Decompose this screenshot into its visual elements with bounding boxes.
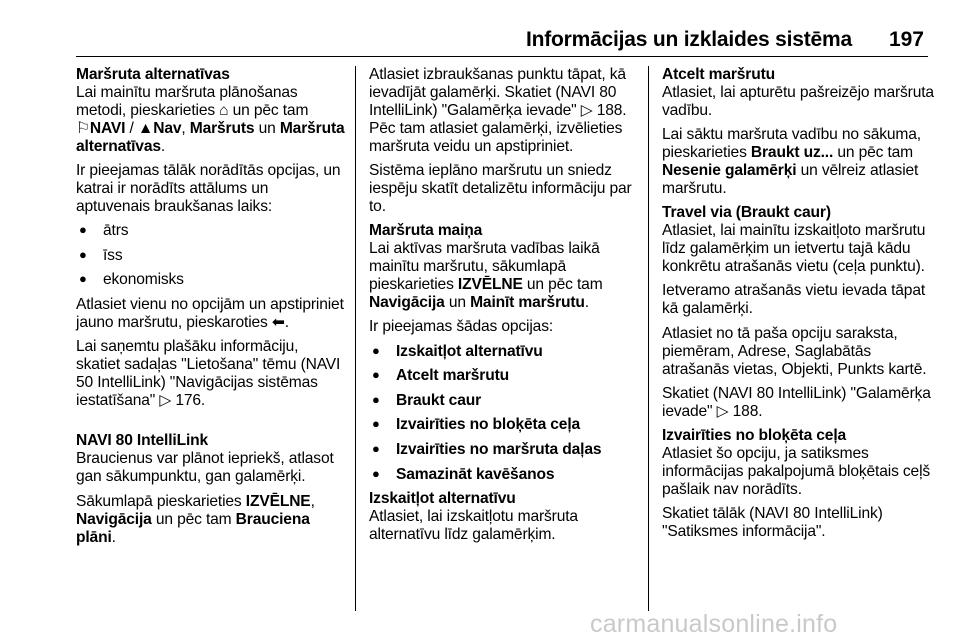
section-heading: Izvairīties no bloķēta ceļa: [662, 427, 847, 445]
paragraph: Lai saņemtu plašāku informāciju, skatiet sadaļas "Lietošana" tēmu (NAVI 50 IntelliLink) "Navigācijas sistēmas iestatīšana" ▷ 176.: [76, 338, 341, 410]
list-item: ● Izvairīties no maršruta daļas: [369, 441, 641, 459]
page-title: Informācijas un izklaides sistēma: [525, 28, 852, 51]
watermark: carmanualsonline.info: [590, 610, 838, 638]
flag-icon: ⚐: [76, 119, 90, 137]
page-reference-icon: ▷: [716, 402, 729, 420]
paragraph: Ietveramo atrašanās vietu ievada tāpat kā galamērķi.: [662, 282, 926, 318]
list-item: ● Samazināt kavēšanos: [369, 466, 641, 484]
list-item: ● Izvairīties no bloķēta ceļa: [369, 416, 641, 434]
paragraph: Skatiet (NAVI 80 IntelliLink) "Galamērķa ievade" ▷ 188.: [662, 385, 931, 420]
paragraph: Atlasiet, lai mainītu izskaitļoto maršrutu līdz galamērķim un ietvertu tajā kādu konkrētu atrašanās vietu (ceļa punktu).: [662, 222, 926, 276]
column-divider-1: [355, 66, 356, 611]
list-item: ● Izskaitļot alternatīvu: [369, 343, 641, 361]
paragraph: Ir pieejamas šādas opcijas:: [369, 318, 554, 336]
column-1: [76, 66, 346, 553]
paragraph: Ir pieejamas tālāk norādītās opcijas, un katrai ir norādīts attālums un aptuvenais braukšanas laiks:: [76, 162, 341, 215]
paragraph: Sistēma ieplāno maršrutu un sniedz iespēju skatīt detalizētu informāciju par to.: [369, 162, 632, 215]
page-reference-icon: ▷: [580, 101, 593, 119]
list-item: ● Atcelt maršrutu: [369, 367, 641, 385]
list-item: ● īss: [76, 247, 346, 265]
bullet-list: [76, 222, 346, 289]
column-3: [662, 66, 934, 548]
paragraph: Skatiet tālāk (NAVI 80 IntelliLink) "Satiksmes informācija".: [662, 505, 883, 541]
section-heading: Izskaitļot alternatīvu: [369, 490, 516, 508]
section-heading: Travel via (Braukt caur): [662, 204, 831, 222]
paragraph: Atlasiet, lai apturētu pašreizējo maršruta vadību.: [662, 83, 934, 119]
paragraph: Atlasiet izbraukšanas punktu tāpat, kā ievadījāt galamērķi. Skatiet (NAVI 80 IntelliLink) "Galamērķa ievade" ▷ 188. Pēc tam atlasiet galamērķi, izvēlieties maršruta veidu un apstipriniet.: [369, 66, 627, 155]
paragraph: Braucienus var plānot iepriekš, atlasot gan sākumpunktu, gan galamērķi.: [76, 450, 334, 486]
paragraph: Atlasiet no tā paša opciju saraksta, piemēram, Adrese, Saglabātās atrašanās vietas, Objekti, Punkts kartē.: [662, 324, 927, 378]
home-icon: ⌂: [219, 101, 229, 119]
bullet-list: [369, 343, 641, 484]
column-divider-2: [648, 66, 649, 611]
paragraph: Lai mainītu maršruta plānošanas metodi, pieskarieties ⌂ un pēc tam ⚐NAVI / ▲Nav, Maršruts un Maršruta alternatīvas.: [76, 83, 345, 155]
back-arrow-icon: ⬅: [271, 313, 285, 331]
paragraph: Lai sāktu maršruta vadību no sākuma, pieskarieties Braukt uz... un pēc tam Nesenie galamērķi un vēlreiz atlasiet maršrutu.: [662, 126, 921, 197]
section-heading: Maršruta maiņa: [369, 222, 483, 240]
navigation-arrow-icon: ▲: [137, 119, 154, 137]
list-item: ● ekonomisks: [76, 271, 346, 289]
paragraph: Atlasiet vienu no opcijām un apstipriniet jauno maršrutu, pieskaroties ⬅.: [76, 296, 344, 331]
section-heading: Maršruta alternatīvas: [76, 66, 230, 83]
page-reference-icon: ▷: [159, 392, 172, 410]
section-heading: NAVI 80 IntelliLink: [76, 432, 209, 450]
paragraph: Atlasiet šo opciju, ja satiksmes informācijas pakalpojumā bloķētais ceļš pašlaik nav norādīts.: [662, 445, 931, 499]
list-item: ● Braukt caur: [369, 392, 641, 410]
list-item: ● ātrs: [76, 222, 346, 240]
paragraph: Sākumlapā pieskarieties IZVĒLNE, Navigācija un pēc tam Brauciena plāni.: [76, 492, 315, 546]
section-heading: Atcelt maršrutu: [662, 66, 775, 83]
paragraph: Atlasiet, lai izskaitļotu maršruta alternatīvu līdz galamērķim.: [369, 508, 578, 544]
paragraph: Lai aktīvas maršruta vadības laikā mainītu maršrutu, sākumlapā pieskarieties IZVĒLNE un pēc tam Navigācija un Mainīt maršrutu.: [369, 240, 603, 311]
page-number: 197: [888, 28, 924, 51]
page-header: [76, 22, 928, 57]
column-2: [369, 66, 641, 550]
